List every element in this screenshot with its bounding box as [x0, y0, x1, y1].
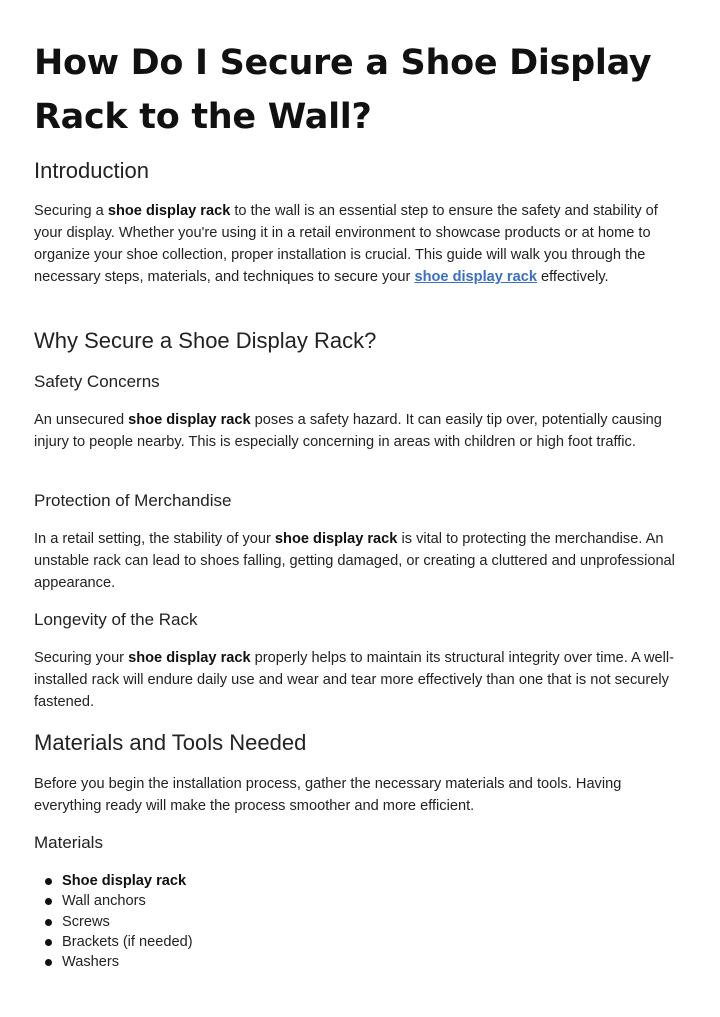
heading-materials: Materials [34, 833, 103, 852]
heading-introduction: Introduction [34, 158, 149, 183]
heading-protection: Protection of Merchandise [34, 491, 232, 510]
page-title: How Do I Secure a Shoe Display Rack to the Wall? [34, 43, 652, 137]
longevity-bold-term: shoe display rack [128, 650, 251, 666]
intro-paragraph [34, 200, 686, 288]
list-item-label: Shoe display rack [62, 873, 187, 889]
materials-list [34, 871, 193, 972]
intro-bold-term: shoe display rack [107, 203, 231, 219]
heading-materials-tools: Materials and Tools Needed [34, 730, 307, 755]
protection-paragraph [34, 528, 686, 594]
materials-intro-paragraph: Before you begin the installation process, gather the necessary materials and tools. Having everything ready will make the process smoother and more efficient. [34, 776, 622, 814]
longevity-paragraph [34, 647, 686, 713]
safety-bold-term: shoe display rack [128, 412, 251, 428]
list-item [34, 871, 193, 891]
intro-text-1: Securing a [34, 203, 108, 219]
longevity-text-2: properly helps to maintain its structural integrity over time. A well-installed rack will endure daily use and wear and tear more effectively than one that is not securely fastened. [34, 650, 674, 710]
protection-bold-term: shoe display rack [274, 531, 398, 547]
list-item: Washers [34, 952, 193, 972]
safety-paragraph [34, 409, 686, 453]
protection-text-1: In a retail setting, the stability of your [34, 531, 275, 547]
safety-text-2: poses a safety hazard. It can easily tip over, potentially causing injury to people nearby. This is especially concerning in areas with children or high foot traffic. [34, 412, 662, 450]
list-item: Brackets (if needed) [34, 932, 193, 952]
heading-longevity: Longevity of the Rack [34, 610, 198, 629]
heading-why-secure: Why Secure a Shoe Display Rack? [34, 328, 377, 353]
list-item: Screws [34, 912, 193, 932]
protection-text-2: is vital to protecting the merchandise. An unstable rack can lead to shoes falling, getting damaged, or creating a cluttered and unprofessional appearance. [34, 531, 675, 591]
intro-text-2: to the wall is an essential step to ensure the safety and stability of your display. Whether you're using it in a retail environment to showcase products or at home to organize your shoe collection, proper installation is crucial. This guide will walk you through the necessary steps, materials, and techniques to secure your [34, 203, 658, 285]
heading-safety-concerns: Safety Concerns [34, 372, 160, 391]
shoe-display-rack-link[interactable]: shoe display rack [414, 269, 537, 285]
intro-text-3: effectively. [536, 269, 609, 285]
longevity-text-1: Securing your [34, 650, 129, 666]
safety-text-1: An unsecured [34, 412, 129, 428]
list-item: Wall anchors [34, 891, 193, 911]
